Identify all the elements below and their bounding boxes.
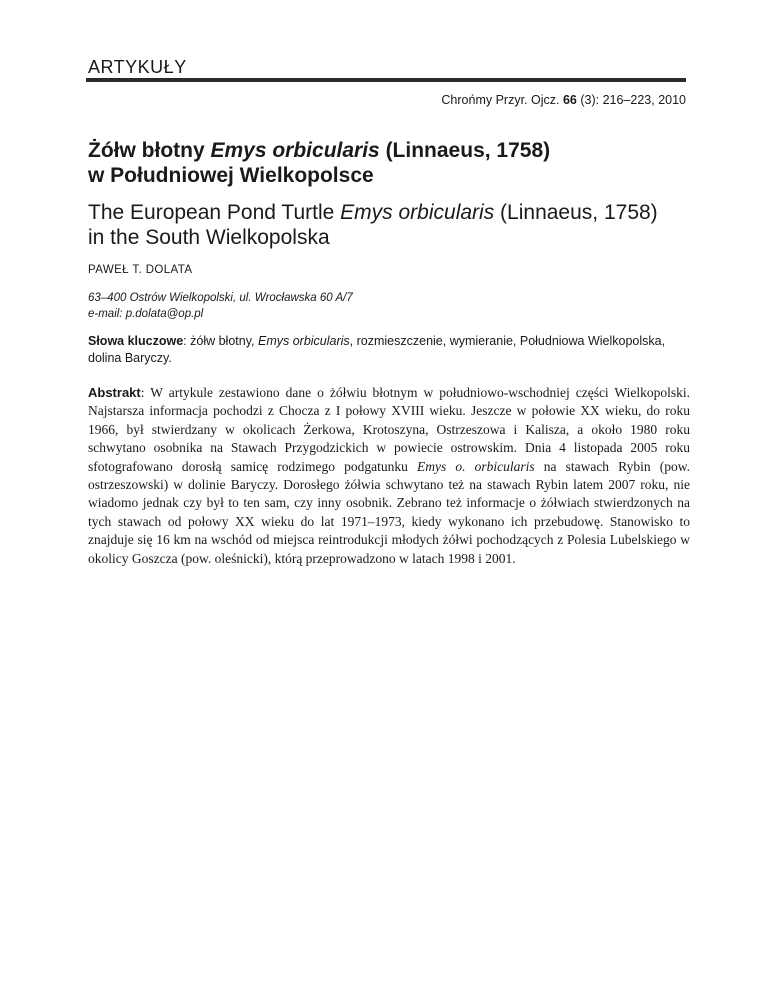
title-pl-part2: (Linnaeus, 1758) [379, 139, 551, 162]
header-rule [86, 78, 686, 82]
title-pl-species: Emys orbicularis [210, 139, 380, 162]
citation-prefix: Chrońmy Przyr. Ojcz. [441, 93, 560, 107]
author-address [88, 290, 353, 322]
keywords [88, 333, 690, 367]
citation-volume: 66 [562, 93, 577, 107]
citation-suffix: (3): 216–223, 2010 [580, 93, 686, 107]
title-en-part2: (Linnaeus, 1758) [494, 201, 658, 224]
title-english [88, 200, 688, 250]
keywords-species: Emys orbicularis [257, 334, 350, 348]
author-name: PAWEŁ T. DOLATA [88, 264, 193, 276]
abstract-label: Abstrakt [88, 385, 141, 400]
keywords-after: , rozmieszczenie, wymieranie, Południowa Wielkopolska, dolina Baryczy. [88, 334, 666, 365]
title-pl-part1: Żółw błotny [88, 139, 211, 162]
abstract-text-1: : W artykule zestawiono dane o żółwiu błotnym w południowo-wschodniej części Wielkopolski. Najstarsza informacja pochodzi z Chocza z I połowy XVIII wieku. Jeszcze w połowie XX wieku, do roku 1966, był stwierdzany w okolicach Żerkowa, Krotoszyna, Ostrzeszowa i Kalisza, a około 1980 roku schwytano osobnika na Stawach Przygodzickich w powiecie ostrowskim. Dnia 4 listopada 2005 roku sfotografowano dorosłą samicę rodzimego podgatunku [88, 385, 690, 474]
email-line: e-mail: p.dolata@op.pl [88, 308, 204, 320]
title-polish [88, 138, 688, 188]
abstract-species: Emys o. orbicularis [417, 458, 535, 474]
title-pl-line2: w Południowej Wielkopolsce [88, 164, 374, 187]
address-line: 63–400 Ostrów Wielkopolski, ul. Wrocławska 60 A/7 [88, 292, 353, 304]
title-en-part1: The European Pond Turtle [88, 201, 341, 224]
section-label: ARTYKUŁY [88, 57, 187, 77]
title-en-line2: in the South Wielkopolska [88, 226, 330, 249]
journal-citation [441, 93, 686, 107]
title-en-species: Emys orbicularis [340, 201, 495, 224]
abstract-text-2: na stawach Rybin (pow. ostrzeszowski) w dolinie Baryczy. Dorosłego żółwia schwytano też na stawach Rybin latem 2007 roku, nie wiadomo jednak czy był to ten sam, czy inny osobnik. Zebrano też informacje o żółwiach stwierdzonych na tych stawach od połowy XX wieku do lat 1971–1973, kiedy wykonano ich przebudowę. Stanowisko to znajduje się 16 km na wschód od miejsca reintrodukcji młodych żółwi pochodzących z Polesia Lubelskiego w okolicy Goszcza (pow. oleśnicki), którą przeprowadzono w latach 1998 i 2001. [88, 458, 690, 566]
abstract [88, 384, 690, 568]
keywords-label: Słowa kluczowe [88, 334, 184, 348]
keywords-before: : żółw błotny, [183, 334, 258, 348]
